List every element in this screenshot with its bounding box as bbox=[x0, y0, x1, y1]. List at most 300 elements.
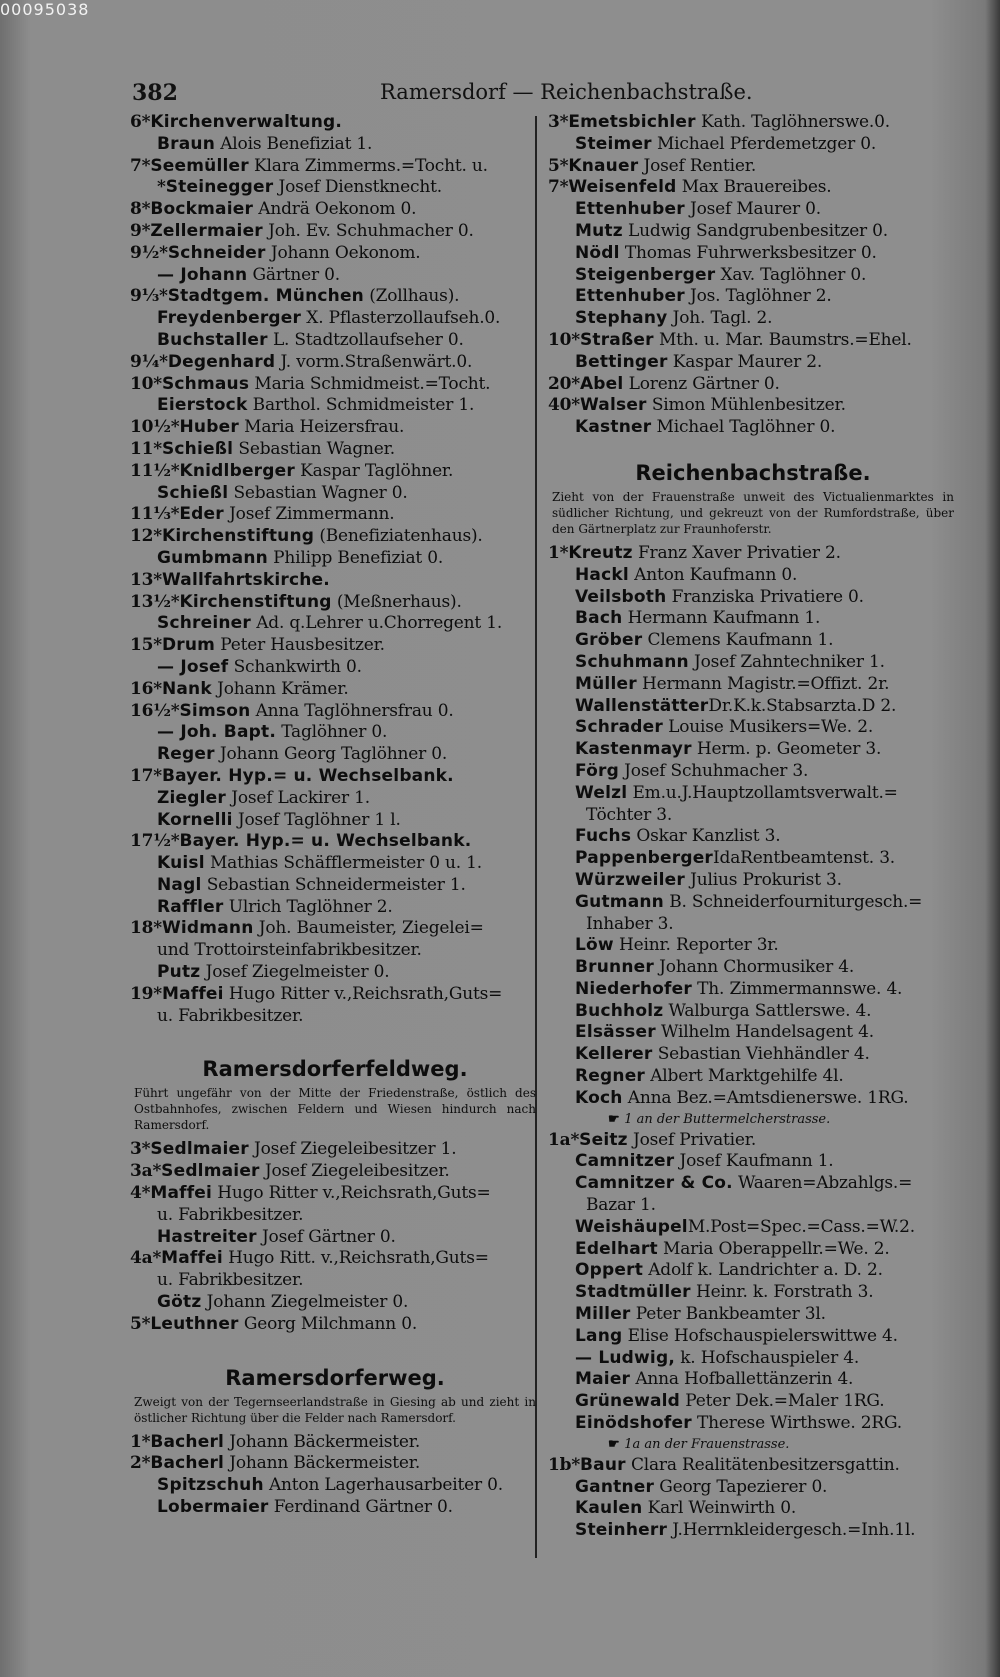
entry-details: Dr.K.k.Stabsarzta.D 2. bbox=[708, 695, 897, 716]
entry-name: Nank bbox=[161, 678, 212, 699]
entry-name: Knidlberger bbox=[179, 460, 295, 481]
directory-entry bbox=[548, 1304, 958, 1326]
directory-entry bbox=[548, 935, 958, 957]
directory-entry bbox=[548, 243, 958, 265]
entry-name: Camnitzer bbox=[575, 1151, 675, 1172]
entry-name: Welzl bbox=[575, 782, 628, 803]
directory-entry bbox=[548, 805, 958, 827]
entry-details: u. Fabrikbesitzer. bbox=[157, 1204, 304, 1225]
directory-entry bbox=[548, 265, 958, 287]
entry-details: Alois Benefiziat 1. bbox=[215, 133, 373, 154]
entry-details: IdaRentbeamtenst. 3. bbox=[713, 848, 896, 869]
entry-name: Eder bbox=[179, 504, 224, 525]
entry-details: Schankwirth 0. bbox=[228, 656, 362, 677]
directory-entry bbox=[548, 1066, 958, 1088]
entry-name: Schmaus bbox=[161, 373, 250, 394]
directory-entry bbox=[130, 962, 540, 984]
entry-details: Herm. p. Geometer 3. bbox=[691, 739, 882, 760]
directory-entry bbox=[548, 1520, 958, 1542]
directory-entry bbox=[548, 1130, 958, 1152]
directory-entry bbox=[130, 897, 540, 919]
entry-details: M.Post=Spec.=Cass.=W.2. bbox=[687, 1216, 915, 1237]
entry-house-number: 15* bbox=[130, 635, 162, 656]
entry-house-number: 3* bbox=[130, 1139, 151, 1160]
entry-details: Josef Ziegeleibesitzer. bbox=[259, 1161, 450, 1182]
entry-details: Bazar 1. bbox=[586, 1195, 656, 1216]
section-title-ramersdorferfeldweg: Ramersdorferfeldweg. bbox=[202, 1057, 468, 1082]
directory-entry bbox=[130, 221, 540, 243]
entry-name: Maffei bbox=[161, 983, 224, 1004]
directory-entry bbox=[130, 134, 540, 156]
entry-name: Walser bbox=[579, 395, 647, 416]
entry-name: Müller bbox=[575, 673, 637, 694]
entry-house-number: 19* bbox=[130, 983, 162, 1004]
entry-details: Johann Krämer. bbox=[211, 678, 349, 699]
directory-entry bbox=[130, 1183, 540, 1205]
entry-details: Jos. Taglöhner 2. bbox=[684, 286, 832, 307]
entry-details: Th. Zimmermannswe. 4. bbox=[691, 978, 903, 999]
entry-details: Josef Zimmermann. bbox=[223, 504, 395, 525]
entry-house-number: 20* bbox=[548, 373, 580, 394]
entry-house-number: 11* bbox=[130, 438, 162, 459]
entry-details: Sebastian Wagner. bbox=[233, 438, 395, 459]
directory-entry bbox=[548, 1260, 958, 1282]
entry-name: Drum bbox=[161, 635, 216, 656]
entry-details: Waaren=Abzahlgs.= bbox=[732, 1173, 913, 1194]
directory-entry bbox=[548, 286, 958, 308]
entry-details: Johann Bäckermeister. bbox=[224, 1453, 421, 1474]
entry-house-number: 2* bbox=[130, 1453, 151, 1474]
entry-details: Peter Dek.=Maler 1RG. bbox=[680, 1391, 885, 1412]
entry-name: Steinegger bbox=[165, 177, 274, 198]
entry-name: Zellermaier bbox=[150, 220, 263, 241]
directory-entry bbox=[548, 1455, 958, 1477]
entry-details: Kaspar Maurer 2. bbox=[667, 351, 823, 372]
directory-entry bbox=[548, 739, 958, 761]
entry-details: Hugo Ritter v.,Reichsrath,Guts= bbox=[212, 1183, 491, 1204]
entry-details: Andrä Oekonom 0. bbox=[253, 199, 417, 220]
entry-name: Kirchenverwaltung. bbox=[150, 112, 343, 132]
entry-details: Franziska Privatiere 0. bbox=[666, 586, 864, 607]
entry-house-number: 1* bbox=[548, 542, 569, 563]
entry-details: Kaspar Taglöhner. bbox=[294, 460, 454, 481]
entry-name: Seitz bbox=[579, 1129, 628, 1150]
pointing-hand-icon: ☛ bbox=[608, 1436, 625, 1452]
entry-details: Michael Taglöhner 0. bbox=[651, 417, 836, 438]
entry-details: Josef Taglöhner 1 l. bbox=[232, 809, 401, 830]
entry-name: Nagl bbox=[157, 874, 202, 895]
entry-house-number: 10* bbox=[130, 373, 162, 394]
entry-details: Sebastian Schneidermeister 1. bbox=[201, 874, 466, 895]
directory-entry bbox=[548, 1151, 958, 1173]
entry-details: Hugo Ritter v.,Reichsrath,Guts= bbox=[223, 983, 503, 1004]
entry-details: Josef Ziegelmeister 0. bbox=[200, 962, 390, 983]
directory-entry bbox=[548, 1413, 958, 1435]
entry-details: Ad. q.Lehrer u.Chorregent 1. bbox=[250, 613, 503, 634]
entry-details: J. vorm.Straßenwärt.0. bbox=[275, 351, 473, 372]
entry-name: Löw bbox=[575, 935, 614, 956]
entry-details: Joh. Baumeister, Ziegelei= bbox=[253, 918, 484, 939]
entry-details: Julius Prokurist 3. bbox=[684, 869, 842, 890]
ramersdorferfeldweg-entries bbox=[130, 1139, 540, 1335]
directory-entry bbox=[548, 543, 958, 565]
entry-name: Hastreiter bbox=[157, 1226, 257, 1247]
entry-name: Raffler bbox=[157, 896, 224, 917]
directory-entry bbox=[130, 613, 540, 635]
directory-entry bbox=[130, 788, 540, 810]
entry-house-number: 7* bbox=[130, 155, 151, 176]
entry-name: Weishäupel bbox=[575, 1216, 688, 1237]
entry-name: Freydenberger bbox=[157, 308, 302, 329]
reichenbachstrasse-entries-1b bbox=[548, 1455, 958, 1542]
entry-name: Edelhart bbox=[575, 1238, 658, 1259]
entry-details: Kath. Taglöhnerswe.0. bbox=[695, 112, 890, 132]
entry-name: Förg bbox=[575, 760, 619, 781]
directory-entry bbox=[130, 265, 540, 287]
directory-entry bbox=[548, 565, 958, 587]
directory-entry bbox=[130, 286, 540, 308]
directory-entry bbox=[548, 674, 958, 696]
directory-entry bbox=[130, 940, 540, 962]
reichenbachstrasse-entries bbox=[548, 543, 958, 1110]
entry-name: Gumbmann bbox=[157, 547, 268, 568]
entry-name: Kreutz bbox=[568, 542, 633, 563]
directory-entry bbox=[130, 831, 540, 853]
entry-name: Leuthner bbox=[150, 1313, 239, 1334]
directory-entry bbox=[130, 483, 540, 505]
entry-details: (Zollhaus). bbox=[363, 286, 460, 307]
entry-house-number: 10½* bbox=[130, 417, 180, 438]
section-description-ramersdorferfeldweg: Führt ungefähr von der Mitte der Friedenstraße, östlich des Ostbahnhofes, zwischen Feldern und Wiesen hindurch nach Ramersdorf. bbox=[134, 1086, 536, 1133]
entry-name: Widmann bbox=[161, 918, 254, 939]
entry-name: — Joh. Bapt. bbox=[157, 722, 276, 743]
entry-name: Knauer bbox=[568, 155, 639, 176]
running-title: Ramersdorf — Reichenbachstraße. bbox=[380, 80, 753, 104]
directory-entry bbox=[130, 1161, 540, 1183]
directory-entry bbox=[130, 1292, 540, 1314]
directory-entry bbox=[548, 608, 958, 630]
directory-entry bbox=[548, 630, 958, 652]
directory-entry bbox=[548, 1173, 958, 1195]
directory-entry bbox=[548, 1391, 958, 1413]
directory-entry bbox=[548, 1326, 958, 1348]
entry-name: Bach bbox=[575, 608, 623, 629]
entry-house-number: 16½* bbox=[130, 700, 180, 721]
directory-entry bbox=[130, 526, 540, 548]
directory-entry bbox=[130, 744, 540, 766]
entry-details: Johann Bäckermeister. bbox=[224, 1431, 421, 1452]
entry-details: Mth. u. Mar. Baumstrs.=Ehel. bbox=[653, 329, 912, 350]
entry-name: Stadtmüller bbox=[575, 1282, 691, 1303]
entry-name: Simson bbox=[179, 700, 251, 721]
entry-details: Clemens Kaufmann 1. bbox=[642, 630, 834, 651]
directory-entry bbox=[130, 243, 540, 265]
entry-name: Camnitzer & Co. bbox=[575, 1173, 733, 1194]
entry-details: Josef Dienstknecht. bbox=[273, 177, 442, 198]
entry-name: Veilsboth bbox=[575, 586, 667, 607]
entry-name: Hackl bbox=[575, 564, 629, 585]
directory-entry bbox=[130, 374, 540, 396]
directory-entry bbox=[130, 504, 540, 526]
entry-name: Kirchenstiftung bbox=[179, 591, 332, 612]
directory-entry bbox=[548, 417, 958, 439]
entry-details: Joh. Ev. Schuhmacher 0. bbox=[262, 220, 474, 241]
entry-details: (Benefiziatenhaus). bbox=[314, 526, 483, 547]
entry-details: Josef Schuhmacher 3. bbox=[618, 760, 809, 781]
directory-entry bbox=[548, 761, 958, 783]
directory-entry bbox=[130, 766, 540, 788]
directory-entry bbox=[548, 1477, 958, 1499]
entry-details: Hermann Magistr.=Offizt. 2r. bbox=[636, 673, 890, 694]
entry-details: u. Fabrikbesitzer. bbox=[157, 1270, 304, 1291]
entry-name: Mutz bbox=[575, 220, 623, 241]
entry-name: Kornelli bbox=[157, 809, 233, 830]
directory-entry bbox=[130, 1227, 540, 1249]
entry-details: Karl Weinwirth 0. bbox=[642, 1498, 797, 1519]
directory-entry bbox=[130, 1248, 540, 1270]
left-column bbox=[130, 112, 540, 1519]
entry-details: Walburga Sattlerswe. 4. bbox=[663, 1000, 872, 1021]
directory-entry bbox=[130, 417, 540, 439]
entry-name: Gantner bbox=[575, 1476, 655, 1497]
entry-name: Buchholz bbox=[575, 1000, 664, 1021]
entry-house-number: 3a* bbox=[130, 1161, 162, 1182]
directory-entry bbox=[548, 870, 958, 892]
directory-entry bbox=[548, 156, 958, 178]
directory-entry bbox=[548, 979, 958, 1001]
entry-details: Sebastian Wagner 0. bbox=[228, 482, 408, 503]
directory-entry bbox=[130, 1205, 540, 1227]
entry-details: Georg Milchmann 0. bbox=[238, 1313, 418, 1334]
entry-name: Maier bbox=[575, 1369, 631, 1390]
entry-details: B. Schneiderfourniturgesch.= bbox=[663, 891, 923, 912]
entry-name: Oppert bbox=[575, 1260, 644, 1281]
right-column bbox=[548, 112, 958, 1542]
directory-entry bbox=[548, 1044, 958, 1066]
entry-details: Klara Zimmerms.=Tocht. u. bbox=[248, 155, 488, 176]
directory-entry bbox=[548, 1348, 958, 1370]
directory-entry bbox=[548, 696, 958, 718]
entry-details: Max Brauereibes. bbox=[676, 177, 832, 198]
entry-name: Putz bbox=[157, 962, 201, 983]
directory-entry bbox=[548, 717, 958, 739]
entry-details: k. Hofschauspieler 4. bbox=[674, 1347, 860, 1368]
entry-details: Peter Bankbeamter 3l. bbox=[630, 1304, 826, 1325]
entry-house-number: 1a* bbox=[548, 1129, 580, 1150]
entry-details: J.Herrnkleidergesch.=Inh.1l. bbox=[667, 1520, 916, 1541]
entry-details: Heinr. Reporter 3r. bbox=[613, 935, 779, 956]
entry-house-number: 5* bbox=[130, 1313, 151, 1334]
entry-name: Elsässer bbox=[575, 1022, 656, 1043]
entry-details: Töchter 3. bbox=[586, 804, 673, 825]
directory-entry bbox=[548, 199, 958, 221]
entry-house-number: 18* bbox=[130, 918, 162, 939]
entry-details: Taglöhner 0. bbox=[276, 722, 388, 743]
entry-details: Anna Hofballettänzerin 4. bbox=[630, 1369, 854, 1390]
directory-entry bbox=[548, 848, 958, 870]
right-entries bbox=[548, 112, 958, 439]
entry-details: Josef Privatier. bbox=[627, 1129, 757, 1150]
entry-house-number: 6* bbox=[130, 112, 151, 132]
entry-name: Huber bbox=[179, 417, 239, 438]
entry-details: Ludwig Sandgrubenbesitzer 0. bbox=[622, 220, 889, 241]
directory-entry bbox=[130, 1270, 540, 1292]
entry-name: Stadtgem. München bbox=[167, 286, 364, 307]
directory-entry bbox=[130, 722, 540, 744]
entry-name: Kastner bbox=[575, 417, 652, 438]
entry-details: und Trottoirsteinfabrikbesitzer. bbox=[157, 940, 422, 961]
entry-name: Steinherr bbox=[575, 1520, 668, 1541]
entry-name: — Johann bbox=[157, 264, 248, 285]
entry-details: u. Fabrikbesitzer. bbox=[157, 1005, 304, 1026]
directory-entry bbox=[548, 1217, 958, 1239]
entry-name: Degenhard bbox=[167, 351, 276, 372]
directory-entry bbox=[130, 199, 540, 221]
entry-house-number: 13* bbox=[130, 569, 162, 590]
directory-entry bbox=[130, 853, 540, 875]
directory-entry bbox=[130, 1314, 540, 1336]
entry-name: Miller bbox=[575, 1304, 631, 1325]
entry-name: — Ludwig, bbox=[575, 1347, 675, 1368]
entry-details: Anna Taglöhnersfrau 0. bbox=[250, 700, 454, 721]
directory-entry bbox=[548, 330, 958, 352]
entry-house-number: * bbox=[157, 177, 166, 198]
entry-house-number: 16* bbox=[130, 678, 162, 699]
directory-entry bbox=[130, 1453, 540, 1475]
entry-name: Bockmaier bbox=[150, 199, 254, 220]
pointing-hand-icon: ☛ bbox=[608, 1111, 625, 1127]
directory-entry bbox=[548, 587, 958, 609]
entry-name: Ettenhuber bbox=[575, 286, 685, 307]
entry-name: Schießl bbox=[157, 482, 229, 503]
entry-name: Bayer. Hyp.= u. Wechselbank. bbox=[179, 831, 472, 852]
note-text: 1a an der Frauenstrasse. bbox=[624, 1436, 790, 1452]
entry-details: Hermann Kaufmann 1. bbox=[622, 608, 821, 629]
directory-entry bbox=[548, 1195, 958, 1217]
entry-details: Johann Georg Taglöhner 0. bbox=[214, 744, 448, 765]
directory-entry bbox=[548, 783, 958, 805]
directory-entry bbox=[130, 177, 540, 199]
entry-details: Anton Lagerhausarbeiter 0. bbox=[263, 1475, 503, 1496]
directory-entry bbox=[548, 1282, 958, 1304]
entry-name: Abel bbox=[579, 373, 624, 394]
entry-details: Oskar Kanzlist 3. bbox=[631, 826, 781, 847]
directory-entry bbox=[548, 395, 958, 417]
entry-details: Johann Oekonom. bbox=[265, 242, 421, 263]
entry-details: Albert Marktgehilfe 4l. bbox=[645, 1066, 844, 1087]
directory-entry bbox=[130, 395, 540, 417]
entry-details: Georg Tapezierer 0. bbox=[654, 1476, 828, 1497]
entry-name: Seemüller bbox=[150, 155, 249, 176]
entry-house-number: 11⅓* bbox=[130, 504, 180, 525]
entry-house-number: 1b* bbox=[548, 1454, 581, 1475]
entry-name: Ziegler bbox=[157, 787, 226, 808]
directory-entry bbox=[548, 308, 958, 330]
directory-entry bbox=[548, 1239, 958, 1261]
entry-name: Kirchenstiftung bbox=[161, 526, 315, 547]
directory-entry bbox=[130, 308, 540, 330]
directory-entry bbox=[130, 1497, 540, 1519]
entry-house-number: 9* bbox=[130, 220, 151, 241]
entry-details: Xav. Taglöhner 0. bbox=[715, 264, 867, 285]
entry-name: Straßer bbox=[579, 329, 654, 350]
entry-name: Lobermaier bbox=[157, 1497, 269, 1518]
entry-house-number: 17* bbox=[130, 765, 162, 786]
entry-details: Elise Hofschauspielerswittwe 4. bbox=[622, 1325, 898, 1346]
entry-name: Schießl bbox=[161, 438, 234, 459]
entry-name: Buchstaller bbox=[157, 329, 268, 350]
entry-details: Josef Rentier. bbox=[638, 155, 757, 176]
entry-name: — Josef bbox=[157, 656, 229, 677]
section-description-ramersdorferweg: Zweigt von der Tegernseerlandstraße in Giesing ab und zieht in östlicher Richtung über die Felder nach Ramersdorf. bbox=[134, 1394, 536, 1425]
directory-entry bbox=[548, 826, 958, 848]
entry-name: Wallenstätter bbox=[575, 695, 709, 716]
entry-details: Johann Ziegelmeister 0. bbox=[201, 1292, 409, 1313]
entry-details: Barthol. Schmidmeister 1. bbox=[247, 395, 475, 416]
section-description-reichenbachstrasse: Zieht von der Frauenstraße unweit des Victualienmarktes in südlicher Richtung, und gekreuzt von der Rumfordstraße, über den Gärtnerplatz zur Fraunhoferstr. bbox=[552, 489, 954, 536]
corner-note-1a bbox=[548, 1435, 958, 1455]
entry-details: Ulrich Taglöhner 2. bbox=[223, 896, 393, 917]
entry-name: Weisenfeld bbox=[568, 177, 677, 198]
directory-entry bbox=[548, 112, 958, 134]
corner-note-1 bbox=[548, 1110, 958, 1130]
entry-details: Louise Musikers=We. 2. bbox=[662, 717, 874, 738]
directory-entry bbox=[130, 679, 540, 701]
entry-name: Bayer. Hyp.= u. Wechselbank. bbox=[161, 765, 454, 786]
page-number: 382 bbox=[132, 80, 178, 106]
directory-entry bbox=[130, 352, 540, 374]
entry-house-number: 4* bbox=[130, 1183, 151, 1204]
directory-entry bbox=[130, 810, 540, 832]
directory-entry bbox=[548, 1498, 958, 1520]
directory-entry bbox=[548, 1369, 958, 1391]
directory-entry bbox=[130, 984, 540, 1006]
directory-entry bbox=[130, 657, 540, 679]
entry-details: (Meßnerhaus). bbox=[331, 591, 462, 612]
directory-entry bbox=[130, 875, 540, 897]
entry-details: Ferdinand Gärtner 0. bbox=[268, 1497, 453, 1518]
entry-name: Sedlmaier bbox=[150, 1139, 249, 1160]
entry-details: Simon Mühlenbesitzer. bbox=[646, 395, 846, 416]
directory-entry bbox=[548, 1088, 958, 1110]
directory-entry bbox=[548, 1022, 958, 1044]
note-text: 1 an der Buttermelcherstrasse. bbox=[624, 1111, 831, 1127]
entry-house-number: 17½* bbox=[130, 831, 180, 852]
entry-name: Bettinger bbox=[575, 351, 668, 372]
directory-entry bbox=[548, 134, 958, 156]
entry-name: Reger bbox=[157, 744, 215, 765]
section-title-ramersdorferweg: Ramersdorferweg. bbox=[225, 1365, 445, 1390]
entry-details: Michael Pferdemetzger 0. bbox=[651, 133, 877, 154]
entry-details: Hugo Ritt. v.,Reichsrath,Guts= bbox=[222, 1248, 489, 1269]
entry-name: Maffei bbox=[150, 1183, 213, 1204]
directory-entry bbox=[130, 156, 540, 178]
entry-name: Ettenhuber bbox=[575, 199, 685, 220]
entry-details: L. Stadtzollaufseher 0. bbox=[267, 329, 464, 350]
directory-entry bbox=[130, 635, 540, 657]
entry-details: Clara Realitätenbesitzersgattin. bbox=[625, 1454, 900, 1475]
directory-entry bbox=[130, 330, 540, 352]
directory-entry bbox=[548, 914, 958, 936]
entry-details: Franz Xaver Privatier 2. bbox=[632, 542, 841, 563]
entry-details: Josef Gärtner 0. bbox=[256, 1226, 396, 1247]
entry-details: Heinr. k. Forstrath 3. bbox=[690, 1282, 874, 1303]
entry-house-number: 3* bbox=[548, 112, 569, 132]
entry-name: Kellerer bbox=[575, 1044, 653, 1065]
directory-entry bbox=[548, 652, 958, 674]
directory-entry bbox=[130, 570, 540, 592]
entry-details: Therese Wirthswe. 2RG. bbox=[691, 1413, 902, 1434]
